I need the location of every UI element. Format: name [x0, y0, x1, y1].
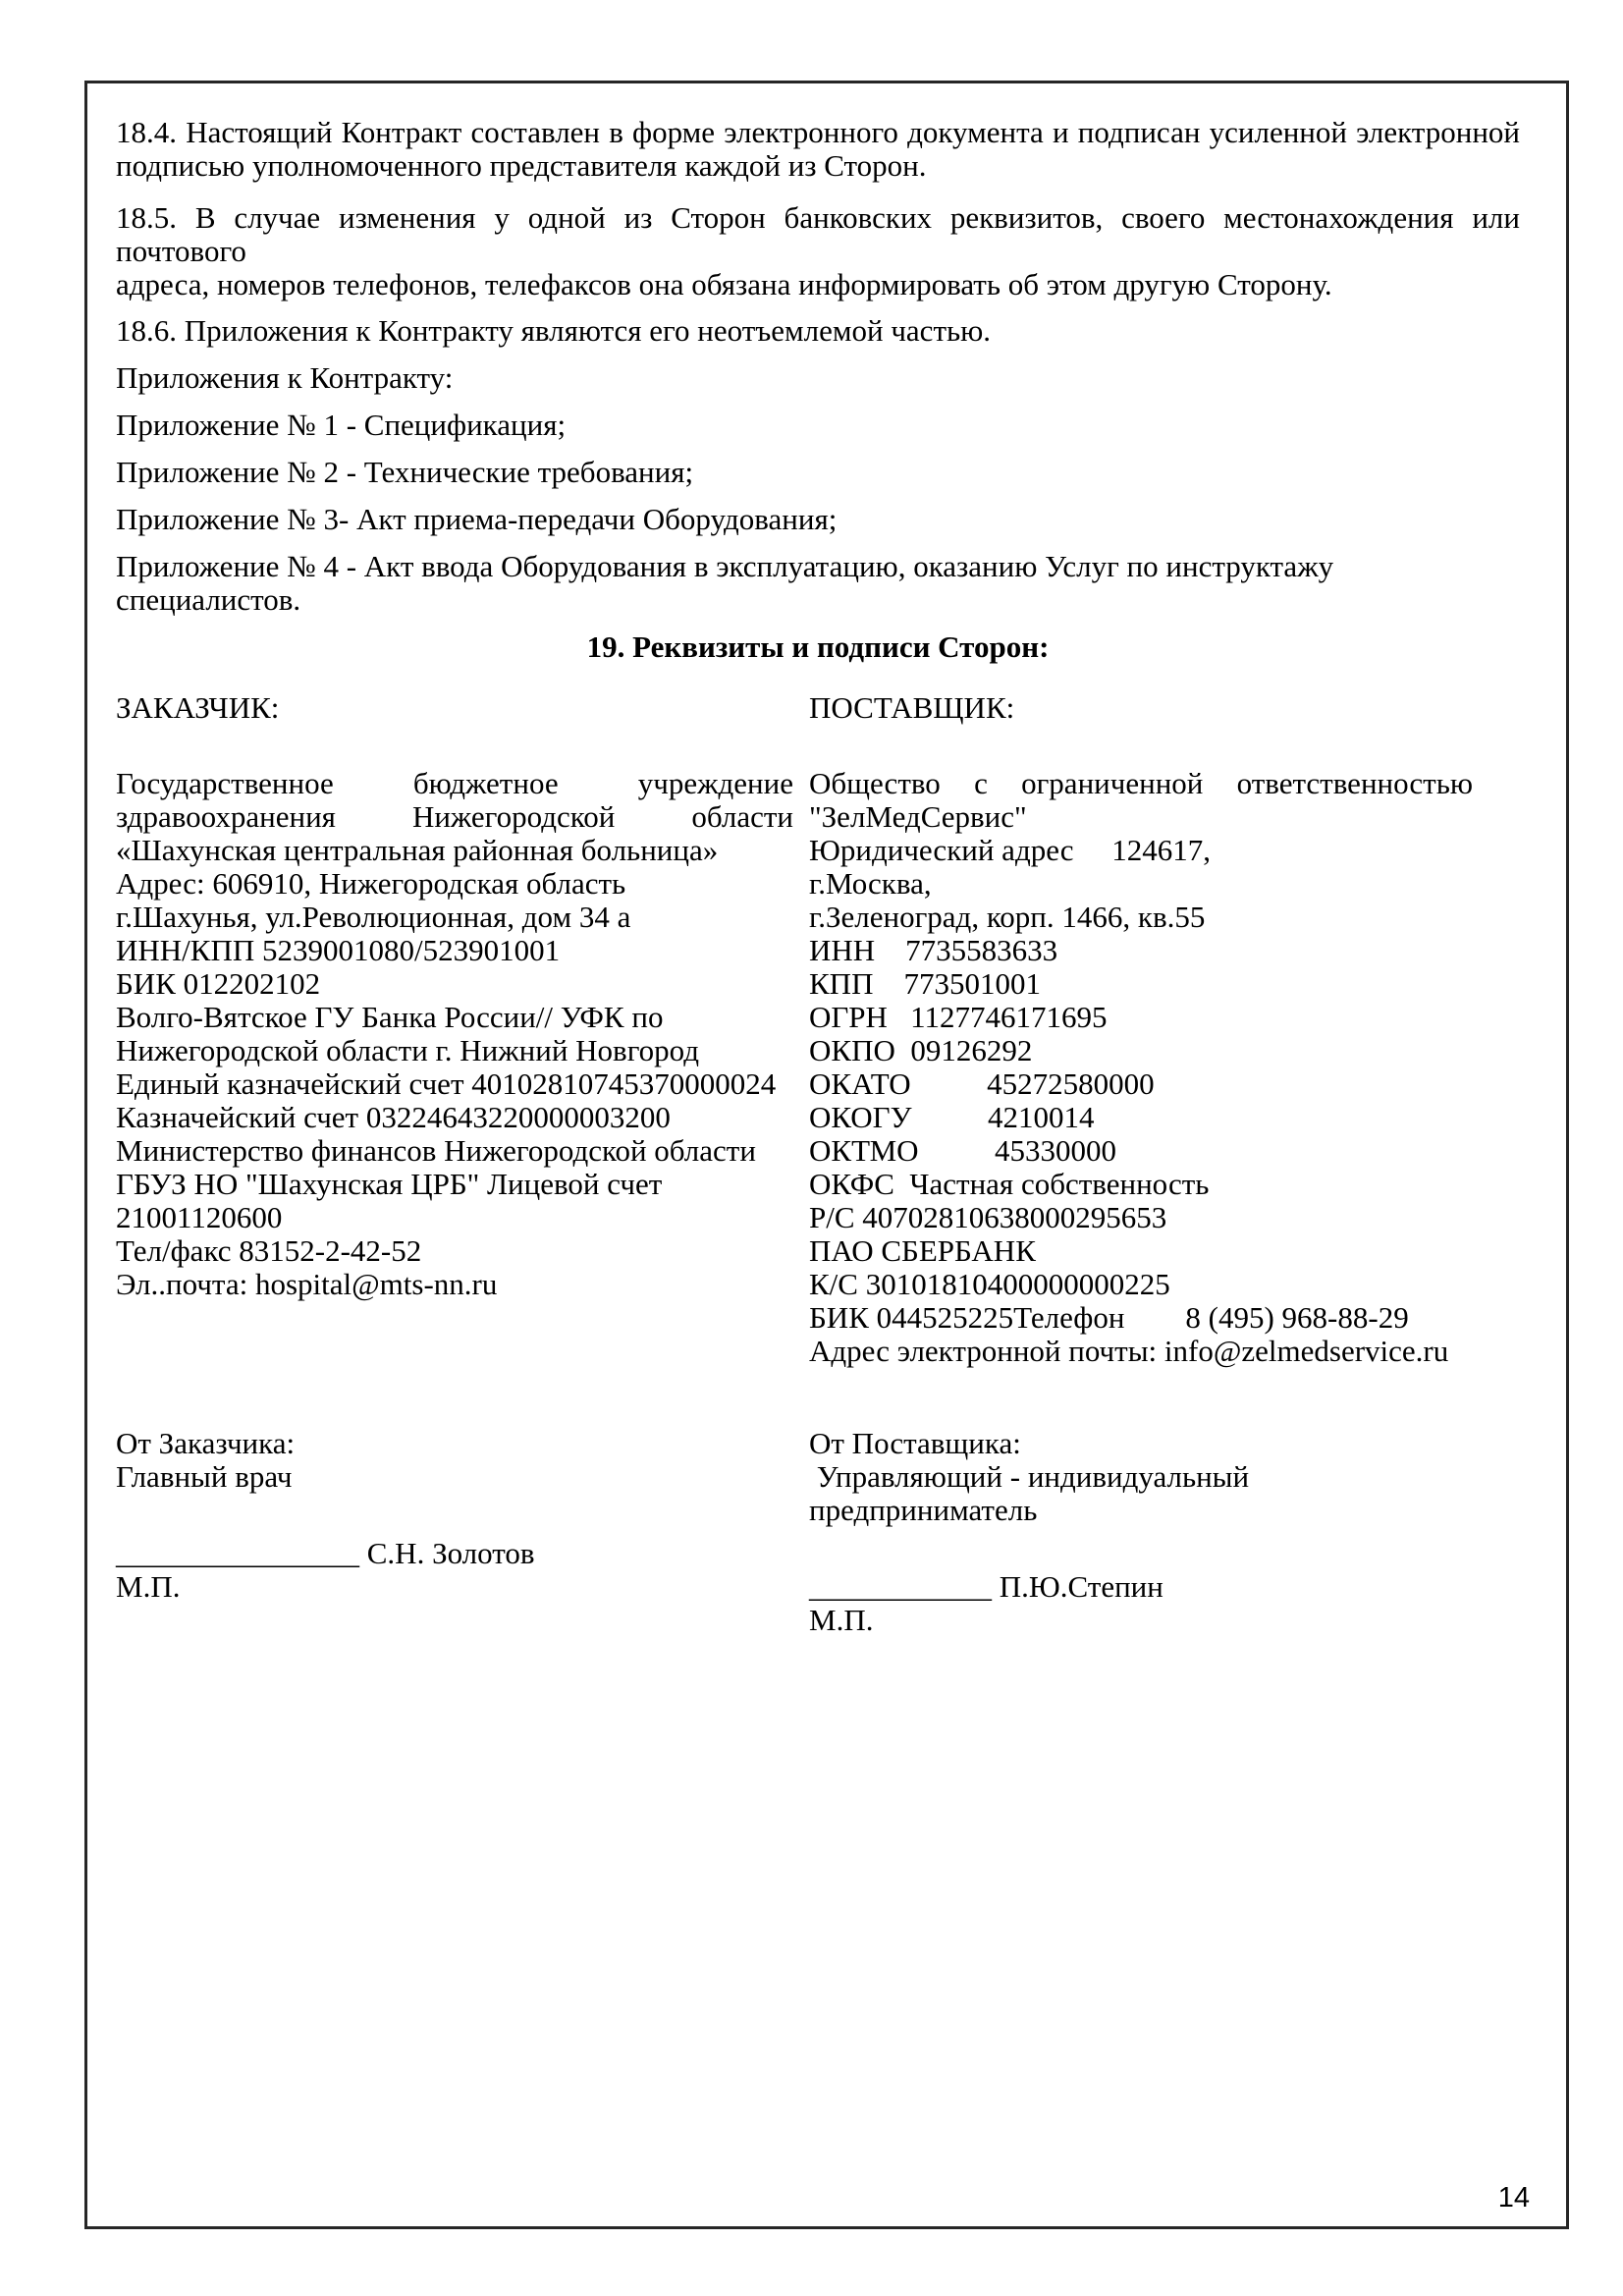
customer-bank-line-2: Нижегородской области г. Нижний Новгород — [116, 1033, 700, 1067]
customer-ministry-line: Министерство финансов Нижегородской области — [116, 1133, 756, 1168]
customer-org-line-2: здравоохранения Нижегородской области — [116, 799, 793, 834]
supplier-legal-address-line-2: г.Зеленоград, корп. 1466, кв.55 — [809, 900, 1206, 934]
clause-18-4-line-1: 18.4. Настоящий Контракт составлен в форме электронного документа и подписан усиленной электронной — [116, 115, 1520, 149]
supplier-okpo: ОКПО 09126292 — [809, 1033, 1033, 1067]
appendix-item-2: Приложение № 2 - Технические требования; — [116, 455, 694, 489]
appendix-item-3: Приложение № 3- Акт приема-передачи Оборудования; — [116, 502, 838, 536]
supplier-title: ПОСТАВЩИК: — [809, 690, 1015, 725]
customer-stamp-label: М.П. — [116, 1569, 181, 1604]
customer-bank-line-1: Волго-Вятское ГУ Банка России// УФК по — [116, 1000, 664, 1034]
customer-address-line-2: г.Шахунья, ул.Революционная, дом 34 а — [116, 900, 631, 934]
supplier-kpp: КПП 773501001 — [809, 966, 1041, 1001]
supplier-ogrn: ОГРН 1127746171695 — [809, 1000, 1108, 1034]
supplier-org-line-2: "ЗелМедСервис" — [809, 799, 1027, 834]
supplier-signature-line: ____________ П.Ю.Степин — [809, 1569, 1163, 1604]
clause-18-5 — [116, 201, 1520, 301]
customer-bik: БИК 012202102 — [116, 966, 321, 1001]
supplier-stamp-label: М.П. — [809, 1603, 874, 1637]
supplier-column — [809, 691, 1473, 1368]
supplier-signature-role: Управляющий - индивидуальный предприниматель — [809, 1459, 1257, 1527]
appendix-item-4: Приложение № 4 - Акт ввода Оборудования в эксплуатацию, оказанию Услуг по инструктажу специалистов. — [116, 549, 1334, 617]
supplier-email: Адрес электронной почты: info@zelmedservice.ru — [809, 1334, 1449, 1368]
customer-signature-block — [116, 1427, 793, 1604]
customer-email: Эл..почта: hospital@mts-nn.ru — [116, 1267, 498, 1301]
supplier-details — [809, 834, 1473, 1368]
customer-org-line-3: «Шахунская центральная районная больница» — [116, 833, 719, 867]
supplier-okfs: ОКФС Частная собственность — [809, 1167, 1210, 1201]
customer-phone-fax: Тел/факс 83152-2-42-52 — [116, 1233, 422, 1268]
requisites-columns — [116, 691, 1520, 1368]
supplier-oktmo: ОКТМО 45330000 — [809, 1133, 1117, 1168]
customer-org-name — [116, 767, 793, 867]
customer-treasury-account: Единый казначейский счет 40102810745370000024 — [116, 1066, 777, 1101]
appendix-item-1: Приложение № 1 - Спецификация; — [116, 408, 567, 442]
supplier-okogu: ОКОГУ 4210014 — [809, 1100, 1095, 1134]
supplier-signature-from: От Поставщика: — [809, 1426, 1021, 1460]
supplier-settlement-account: Р/С 40702810638000295653 — [809, 1200, 1167, 1234]
customer-org-line-1: Государственное бюджетное учреждение — [116, 766, 793, 800]
customer-address-line: Адрес: 606910, Нижегородская область — [116, 866, 626, 901]
section-19-heading: 19. Реквизиты и подписи Сторон: — [586, 629, 1050, 664]
page-number: 14 — [1497, 2182, 1530, 2214]
appendices-intro: Приложения к Контракту: — [116, 360, 454, 395]
customer-column — [116, 691, 793, 1301]
customer-signature-role: Главный врач — [116, 1459, 293, 1494]
clause-18-4-line-2: подписью уполномоченного представителя каждой из Сторон. — [116, 148, 927, 183]
supplier-okato: ОКАТО 45272580000 — [809, 1066, 1155, 1101]
clause-18-6: 18.6. Приложения к Контракту являются его неотъемлемой частью. — [116, 313, 992, 348]
customer-signature-line: ________________ С.Н. Золотов — [116, 1536, 535, 1570]
customer-treasury-account-2: Казначейский счет 03224643220000003200 — [116, 1100, 671, 1134]
signatures-row — [116, 1427, 1520, 1637]
customer-personal-account-line: ГБУЗ НО "Шахунская ЦРБ" Лицевой счет — [116, 1167, 663, 1201]
document-content — [116, 81, 1520, 1637]
clause-18-5-line-2: адреса, номеров телефонов, телефаксов она обязана информировать об этом другую Сторону. — [116, 267, 1332, 301]
customer-inn-kpp: ИНН/КПП 5239001080/523901001 — [116, 933, 561, 967]
customer-title: ЗАКАЗЧИК: — [116, 690, 280, 725]
supplier-corr-account: К/С 30101810400000000225 — [809, 1267, 1170, 1301]
supplier-org-line-1: Общество с ограниченной ответственностью — [809, 766, 1473, 800]
supplier-legal-address-line-1: Юридический адрес 124617, г.Москва, — [809, 833, 1364, 901]
customer-details — [116, 867, 793, 1301]
supplier-org-name — [809, 767, 1473, 834]
supplier-signature-block — [809, 1427, 1473, 1637]
clause-18-4 — [116, 116, 1520, 183]
clause-18-5-line-1: 18.5. В случае изменения у одной из Сторон банковских реквизитов, своего местонахождения или почтового — [116, 200, 1520, 268]
supplier-inn: ИНН 7735583633 — [809, 933, 1058, 967]
customer-signature-from: От Заказчика: — [116, 1426, 296, 1460]
customer-personal-account-num: 21001120600 — [116, 1200, 283, 1234]
supplier-bik-phone: БИК 044525225Телефон 8 (495) 968-88-29 — [809, 1300, 1409, 1335]
supplier-bank-name: ПАО СБЕРБАНК — [809, 1233, 1036, 1268]
